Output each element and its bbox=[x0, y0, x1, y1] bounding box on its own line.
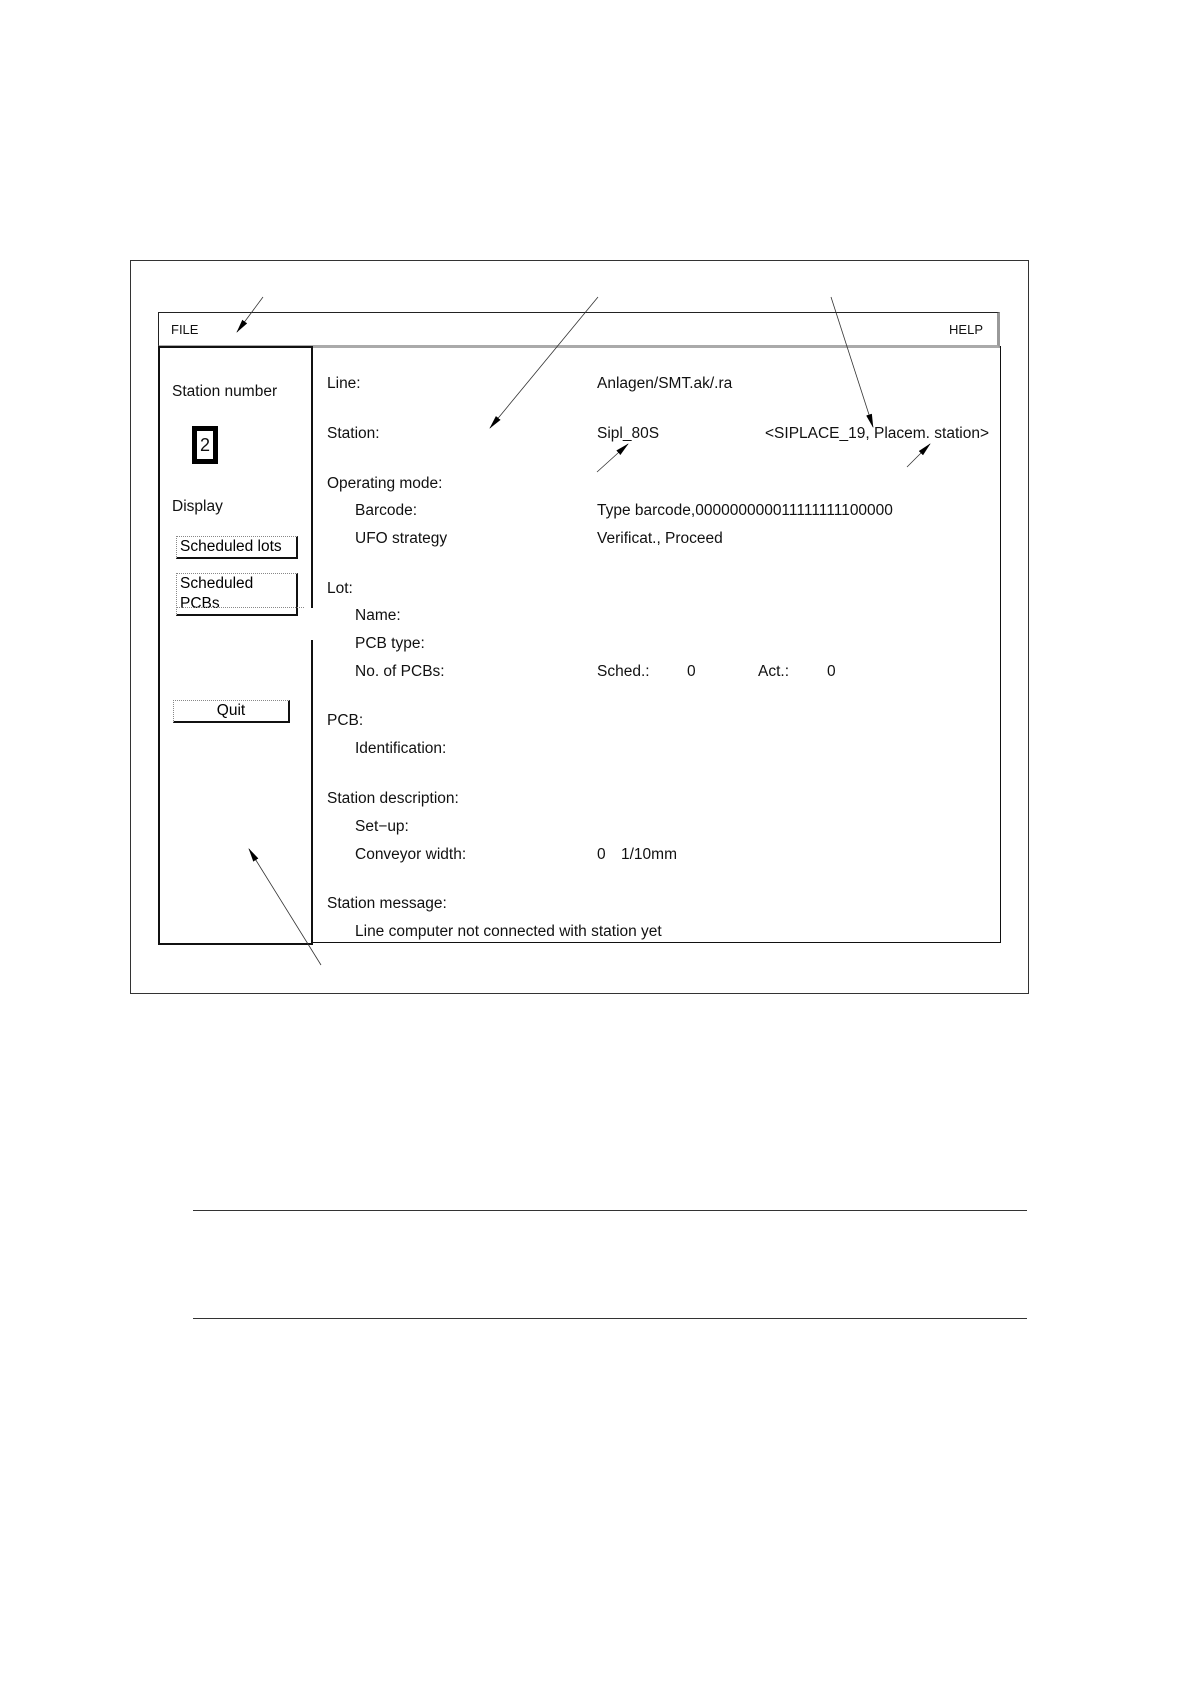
lot-label: Lot: bbox=[327, 580, 353, 597]
menu-file[interactable]: FILE bbox=[171, 322, 199, 337]
scheduled-pcbs-button[interactable]: Scheduled PCBs bbox=[176, 573, 298, 616]
station-message-label: Station message: bbox=[327, 895, 447, 912]
no-of-pcbs-label: No. of PCBs: bbox=[355, 663, 445, 680]
pcb-label: PCB: bbox=[327, 712, 364, 729]
setup-label: Set−up: bbox=[355, 818, 409, 835]
conveyor-width-unit: 1/10mm bbox=[621, 846, 677, 863]
sched-value: 0 bbox=[687, 663, 696, 680]
display-label: Display bbox=[172, 498, 223, 515]
station-number-display: 2 bbox=[192, 426, 218, 464]
barcode-label: Barcode: bbox=[355, 502, 418, 519]
arrow-sidebar bbox=[249, 849, 321, 965]
ufo-strategy-label: UFO strategy bbox=[355, 530, 448, 547]
station-description-label: Station description: bbox=[327, 790, 459, 807]
sched-label: Sched.: bbox=[597, 663, 650, 680]
horizontal-rule bbox=[193, 1318, 1027, 1319]
arrow-menu-bar bbox=[237, 297, 263, 332]
barcode-value: Type barcode,000000000011111111100000 bbox=[597, 502, 893, 519]
station-value: Sipl_80S bbox=[597, 425, 660, 442]
lot-name-label: Name: bbox=[355, 607, 401, 624]
station-label: Station: bbox=[327, 425, 380, 442]
conveyor-width-value: 0 bbox=[597, 846, 606, 863]
station-number-label: Station number bbox=[172, 383, 278, 400]
menu-help[interactable]: HELP bbox=[949, 322, 983, 337]
station-message: Line computer not connected with station yet bbox=[355, 923, 662, 940]
arrow-station-desc bbox=[907, 444, 930, 467]
quit-button[interactable]: Quit bbox=[173, 700, 290, 723]
station-type: <SIPLACE_19, Placem. station> bbox=[765, 425, 990, 442]
operating-mode-label: Operating mode: bbox=[327, 475, 443, 492]
act-label: Act.: bbox=[758, 663, 790, 680]
arrow-station-name bbox=[597, 444, 628, 472]
line-value: Anlagen/SMT.ak/.ra bbox=[597, 375, 733, 392]
arrow-station-type bbox=[831, 297, 873, 427]
arrow-main-area bbox=[490, 297, 598, 428]
identification-label: Identification: bbox=[355, 740, 447, 757]
scheduled-lots-button[interactable]: Scheduled lots bbox=[176, 536, 298, 559]
act-value: 0 bbox=[827, 663, 836, 680]
conveyor-width-label: Conveyor width: bbox=[355, 846, 467, 863]
horizontal-rule bbox=[193, 1210, 1027, 1211]
ufo-strategy-value: Verificat., Proceed bbox=[597, 530, 723, 547]
pcb-type-label: PCB type: bbox=[355, 635, 425, 652]
line-label: Line: bbox=[327, 375, 361, 392]
